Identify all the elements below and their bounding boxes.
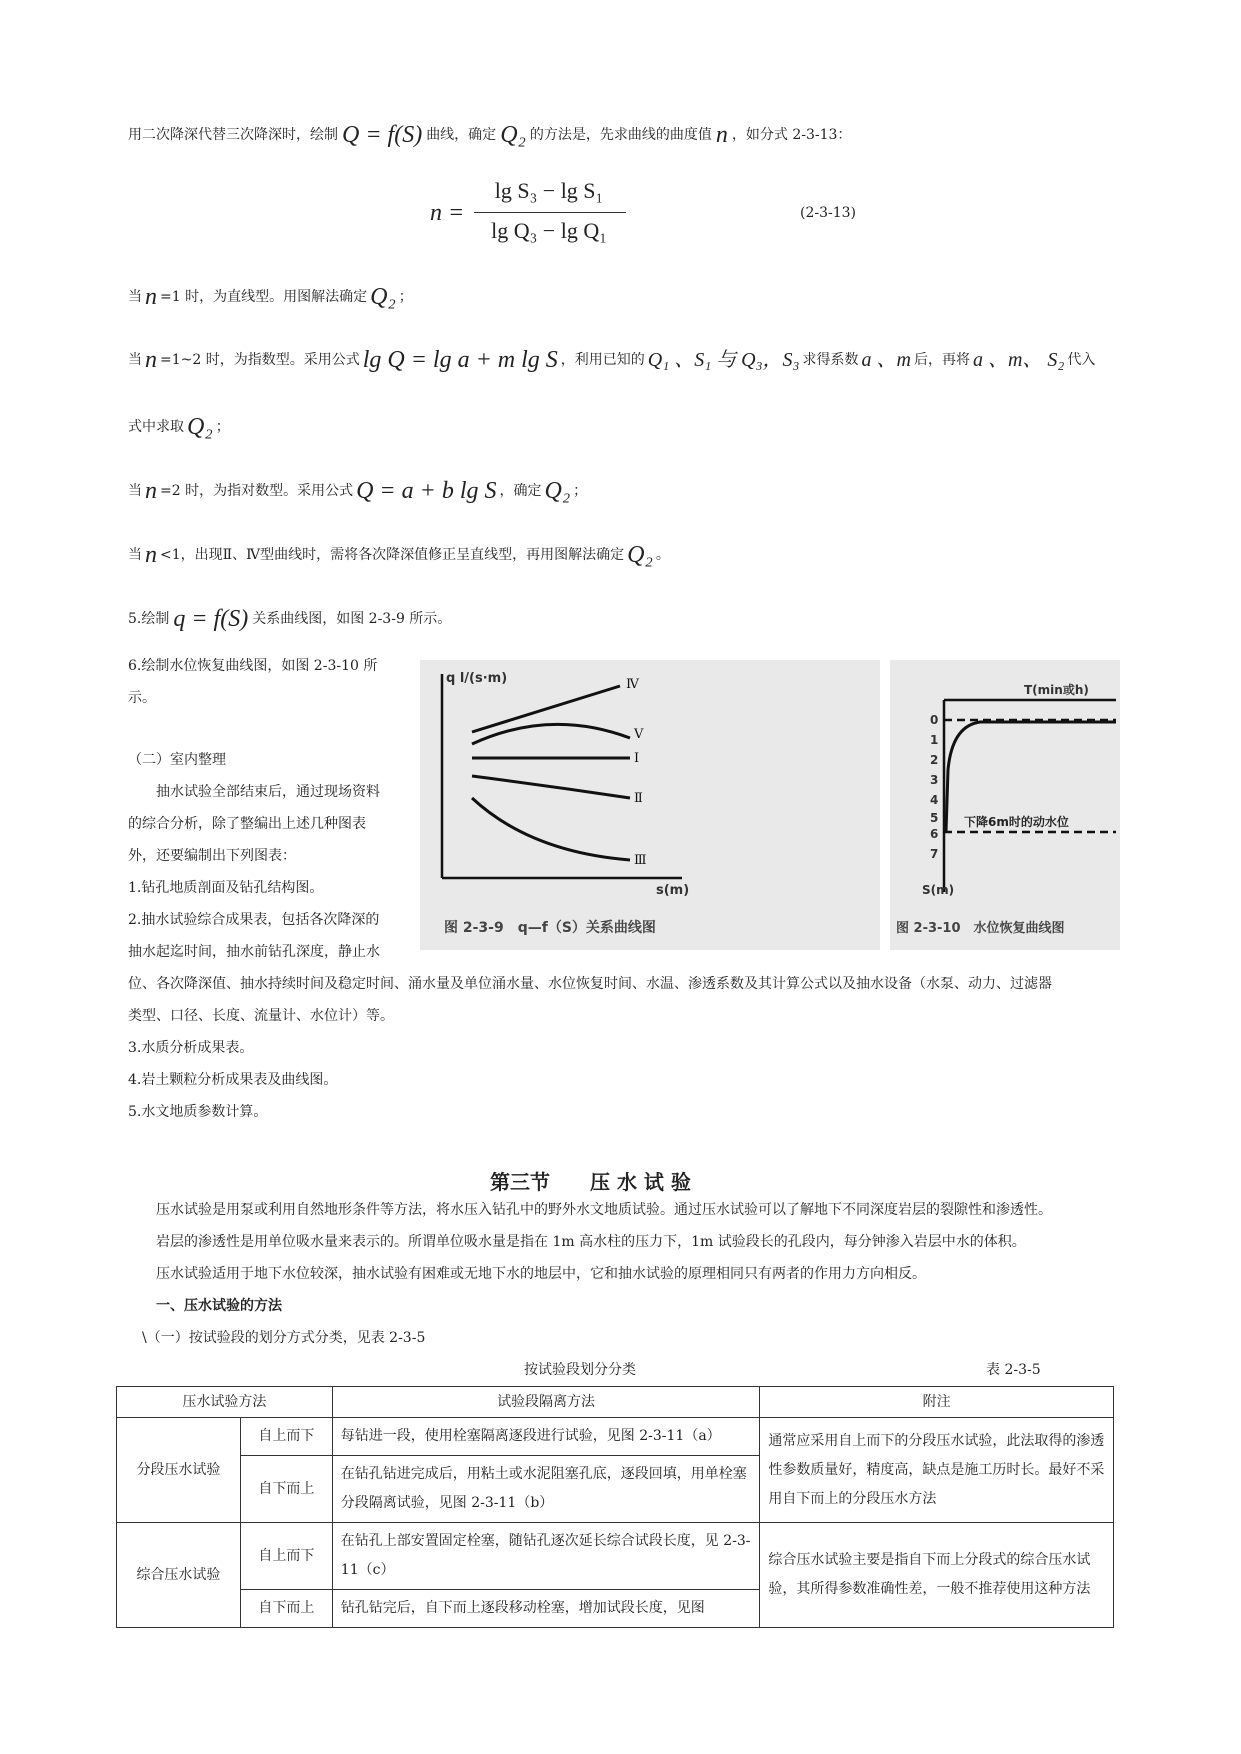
coefficients: a 、m bbox=[861, 349, 911, 371]
fig9-xlabel: s(m) bbox=[656, 883, 690, 898]
item-6-line1: 6.绘制水位恢复曲线图，如图 2-3-10 所 bbox=[128, 658, 378, 674]
case-condition: <1，出现Ⅱ、Ⅳ型曲线时，需将各次降深值修正呈直线型，再用图解法确定 bbox=[160, 547, 625, 563]
full-line: 类型、口径、长度、流量计、水位计）等。 bbox=[128, 1008, 394, 1024]
q2-symbol: Q₂ bbox=[544, 478, 571, 504]
indoor-item: 抽水起迄时间，抽水前钻孔深度，静止水 bbox=[128, 944, 380, 960]
note-cell: 综合压水试验主要是指自下而上分段式的综合压水试验，其所得参数准确性差，一般不推荐使用这种方法 bbox=[760, 1523, 1114, 1628]
full-line: 4.岩土颗粒分析成果表及曲线图。 bbox=[128, 1072, 338, 1088]
case-n-1 bbox=[128, 282, 413, 312]
section-title: 第三节 压 水 试 验 bbox=[490, 1170, 691, 1194]
case-prefix: 当 bbox=[128, 352, 142, 368]
table-header-row bbox=[117, 1387, 1114, 1418]
direction-cell: 自上而下 bbox=[240, 1418, 332, 1456]
item5-text-b: 关系曲线图，如图 2-3-9 所示。 bbox=[252, 611, 452, 627]
table-header: 试验段隔离方法 bbox=[332, 1387, 760, 1418]
q2-symbol: Q₂ bbox=[187, 414, 213, 440]
equation-lhs: n = bbox=[430, 200, 465, 226]
case-n-2 bbox=[128, 476, 587, 506]
subheading-methods: 一、压水试验的方法 bbox=[156, 1298, 282, 1314]
n-symbol: n bbox=[145, 284, 157, 310]
fig10-tlabel: T(min或h) bbox=[1024, 683, 1089, 697]
q2-symbol: Q₂ bbox=[627, 542, 653, 568]
figure-2-3-10-plot bbox=[890, 660, 1120, 950]
intro-line bbox=[128, 120, 851, 150]
item-5 bbox=[128, 604, 451, 634]
case-text-3: 后，再将 bbox=[913, 352, 970, 368]
subheading-table-ref: \（一）按试验段的划分方式分类，见表 2-3-5 bbox=[142, 1330, 426, 1346]
n-symbol: n bbox=[715, 122, 728, 148]
fig9-curve-label: Ⅳ bbox=[626, 677, 639, 692]
description-cell: 在钻孔钻进完成后，用粘土或水泥阻塞孔底，逐段回填，用单栓塞分段隔离试验，见图 2-3-11（b） bbox=[332, 1456, 760, 1523]
case-continuation bbox=[128, 412, 230, 442]
note-cell: 通常应采用自上而下的分段压水试验，此法取得的渗透性参数质量好，精度高，缺点是施工历时长。最好不采用自下而上的分段压水方法 bbox=[760, 1418, 1114, 1523]
description-cell: 在钻孔上部安置固定栓塞，随钻孔逐次延长综合试段长度，见 2-3-11（c） bbox=[332, 1523, 760, 1590]
table-row bbox=[117, 1418, 1114, 1456]
intro-text-d: ，如分式 2-3-13： bbox=[731, 127, 852, 143]
full-line: 5.水文地质参数计算。 bbox=[128, 1104, 268, 1120]
figure-2-3-9 bbox=[420, 660, 880, 950]
indoor-heading: （二）室内整理 bbox=[128, 752, 226, 768]
fig10-slabel: S(m) bbox=[922, 883, 955, 897]
known-variables: Q₁ 、S₁ 与 Q₃，S₃ bbox=[647, 349, 800, 371]
n-symbol: n bbox=[145, 347, 157, 373]
case-end: 。 bbox=[655, 547, 670, 563]
case-condition: =2 时，为指对数型。采用公式 bbox=[160, 483, 354, 499]
case-condition: =1 时，为直线型。用图解法确定 bbox=[160, 289, 368, 305]
figure-2-3-10 bbox=[890, 660, 1120, 950]
item5-text-a: 5.绘制 bbox=[128, 611, 170, 627]
description-cell: 每钻进一段，使用栓塞隔离逐段进行试验，见图 2-3-11（a） bbox=[332, 1418, 760, 1456]
case-end: ； bbox=[573, 483, 588, 499]
case-end: ； bbox=[215, 419, 230, 435]
table-caption: 按试验段划分分类 bbox=[524, 1362, 636, 1378]
indoor-line: 的综合分析，除了整编出上述几种图表 bbox=[128, 816, 366, 832]
direction-cell: 自下而上 bbox=[240, 1456, 332, 1523]
equation-numerator: lg S₃ − lg S₁ bbox=[494, 178, 604, 203]
intro-text-c: 的方法是，先求曲线的曲度值 bbox=[529, 127, 712, 143]
table-number: 表 2-3-5 bbox=[986, 1362, 1041, 1378]
case-condition: =1~2 时，为指数型。采用公式 bbox=[160, 352, 360, 368]
curve-v bbox=[472, 724, 630, 744]
fig9-ylabel: q l/(s·m) bbox=[446, 671, 508, 686]
table-header: 附注 bbox=[760, 1387, 1114, 1418]
item-6-line2: 示。 bbox=[128, 690, 156, 706]
group-label: 综合压水试验 bbox=[117, 1523, 241, 1628]
fig10-caption: 图 2-3-10 水位恢复曲线图 bbox=[896, 921, 1065, 936]
indoor-line: 抽水试验全部结束后，通过现场资料 bbox=[156, 784, 380, 800]
fig10-tick: 3 bbox=[930, 773, 939, 787]
intro-text-a: 用二次降深代替三次降深时，绘制 bbox=[128, 127, 338, 143]
fig10-tick: 4 bbox=[930, 793, 939, 807]
fig10-tick: 7 bbox=[930, 847, 939, 861]
case-n-lt-1 bbox=[128, 540, 670, 570]
fig9-curve-label: Ⅲ bbox=[634, 853, 647, 868]
formula-q-f-s: Q = f(S) bbox=[342, 122, 423, 148]
section-para: 岩层的渗透性是用单位吸水量来表示的。所谓单位吸水量是指在 1m 高水柱的压力下，1m 试验段长的孔段内，每分钟渗入岩层中水的体积。 bbox=[156, 1234, 1026, 1250]
equation-denominator: lg Q₃ − lg Q₁ bbox=[491, 218, 607, 243]
case-text: ，确定 bbox=[499, 483, 542, 499]
formula-q-f-s: q = f(S) bbox=[173, 606, 249, 632]
q2-symbol: Q₂ bbox=[370, 284, 396, 310]
case-text-2: 求得系数 bbox=[802, 352, 859, 368]
fig10-annotation: 下降6m时的动水位 bbox=[964, 815, 1069, 829]
indoor-line: 外，还要编制出下列图表： bbox=[128, 848, 296, 864]
equation-number: (2-3-13) bbox=[800, 205, 857, 221]
direction-cell: 自上而下 bbox=[240, 1523, 332, 1590]
fig10-tick: 5 bbox=[930, 811, 939, 825]
fig10-tick: 0 bbox=[930, 713, 939, 727]
fraction-bar bbox=[474, 212, 626, 213]
case-prefix: 式中求取 bbox=[128, 419, 184, 435]
description-cell: 钻孔钻完后，自下而上逐段移动栓塞，增加试段长度，见图 bbox=[332, 1590, 760, 1628]
case-text-4: 代入 bbox=[1067, 352, 1096, 368]
fig10-tick: 2 bbox=[930, 753, 939, 767]
q2-symbol: Q₂ bbox=[500, 122, 526, 148]
classification-table bbox=[116, 1386, 1114, 1628]
group-label: 分段压水试验 bbox=[117, 1418, 241, 1523]
section-para: 压水试验适用于地下水位较深，抽水试验有困难或无地下水的地层中，它和抽水试验的原理相同只有两者的作用力方向相反。 bbox=[156, 1266, 926, 1282]
intro-text-b: 曲线，确定 bbox=[426, 127, 497, 143]
full-line: 位、各次降深值、抽水持续时间及稳定时间、涌水量及单位涌水量、水位恢复时间、水温、渗透系数及其计算公式以及抽水设备（水泵、动力、过滤器 bbox=[128, 976, 1052, 992]
fig10-tick: 6 bbox=[930, 827, 939, 841]
formula-log: Q = a + b lg S bbox=[356, 478, 497, 504]
indoor-item: 2.抽水试验综合成果表，包括各次降深的 bbox=[128, 912, 380, 928]
fig10-tick: 1 bbox=[930, 733, 939, 747]
case-n-1-2 bbox=[128, 345, 1095, 375]
formula-exponential: lg Q = lg a + m lg S bbox=[362, 347, 558, 373]
indoor-item: 1.钻孔地质剖面及钻孔结构图。 bbox=[128, 880, 324, 896]
case-end: ； bbox=[398, 289, 413, 305]
curve-ii bbox=[472, 776, 630, 798]
coefficients-s2: a 、m、 S₂ bbox=[972, 349, 1065, 371]
n-symbol: n bbox=[145, 542, 157, 568]
fig9-curve-label: Ⅴ bbox=[634, 727, 644, 742]
direction-cell: 自下而上 bbox=[240, 1590, 332, 1628]
fig9-curve-label: Ⅱ bbox=[634, 791, 643, 806]
case-text: ，利用已知的 bbox=[560, 352, 645, 368]
section-para: 压水试验是用泵或利用自然地形条件等方法，将水压入钻孔中的野外水文地质试验。通过压水试验可以了解地下不同深度岩层的裂隙性和渗透性。 bbox=[156, 1202, 1052, 1218]
fig9-curve-label: Ⅰ bbox=[634, 751, 640, 766]
full-line: 3.水质分析成果表。 bbox=[128, 1040, 254, 1056]
table-row bbox=[117, 1523, 1114, 1590]
n-symbol: n bbox=[145, 478, 157, 504]
case-prefix: 当 bbox=[128, 547, 142, 563]
case-prefix: 当 bbox=[128, 289, 142, 305]
fig9-caption: 图 2-3-9 q—f（S）关系曲线图 bbox=[444, 920, 656, 936]
table-header: 压水试验方法 bbox=[117, 1387, 333, 1418]
case-prefix: 当 bbox=[128, 483, 142, 499]
figure-2-3-9-plot bbox=[420, 660, 880, 950]
curve-iii bbox=[472, 798, 630, 860]
